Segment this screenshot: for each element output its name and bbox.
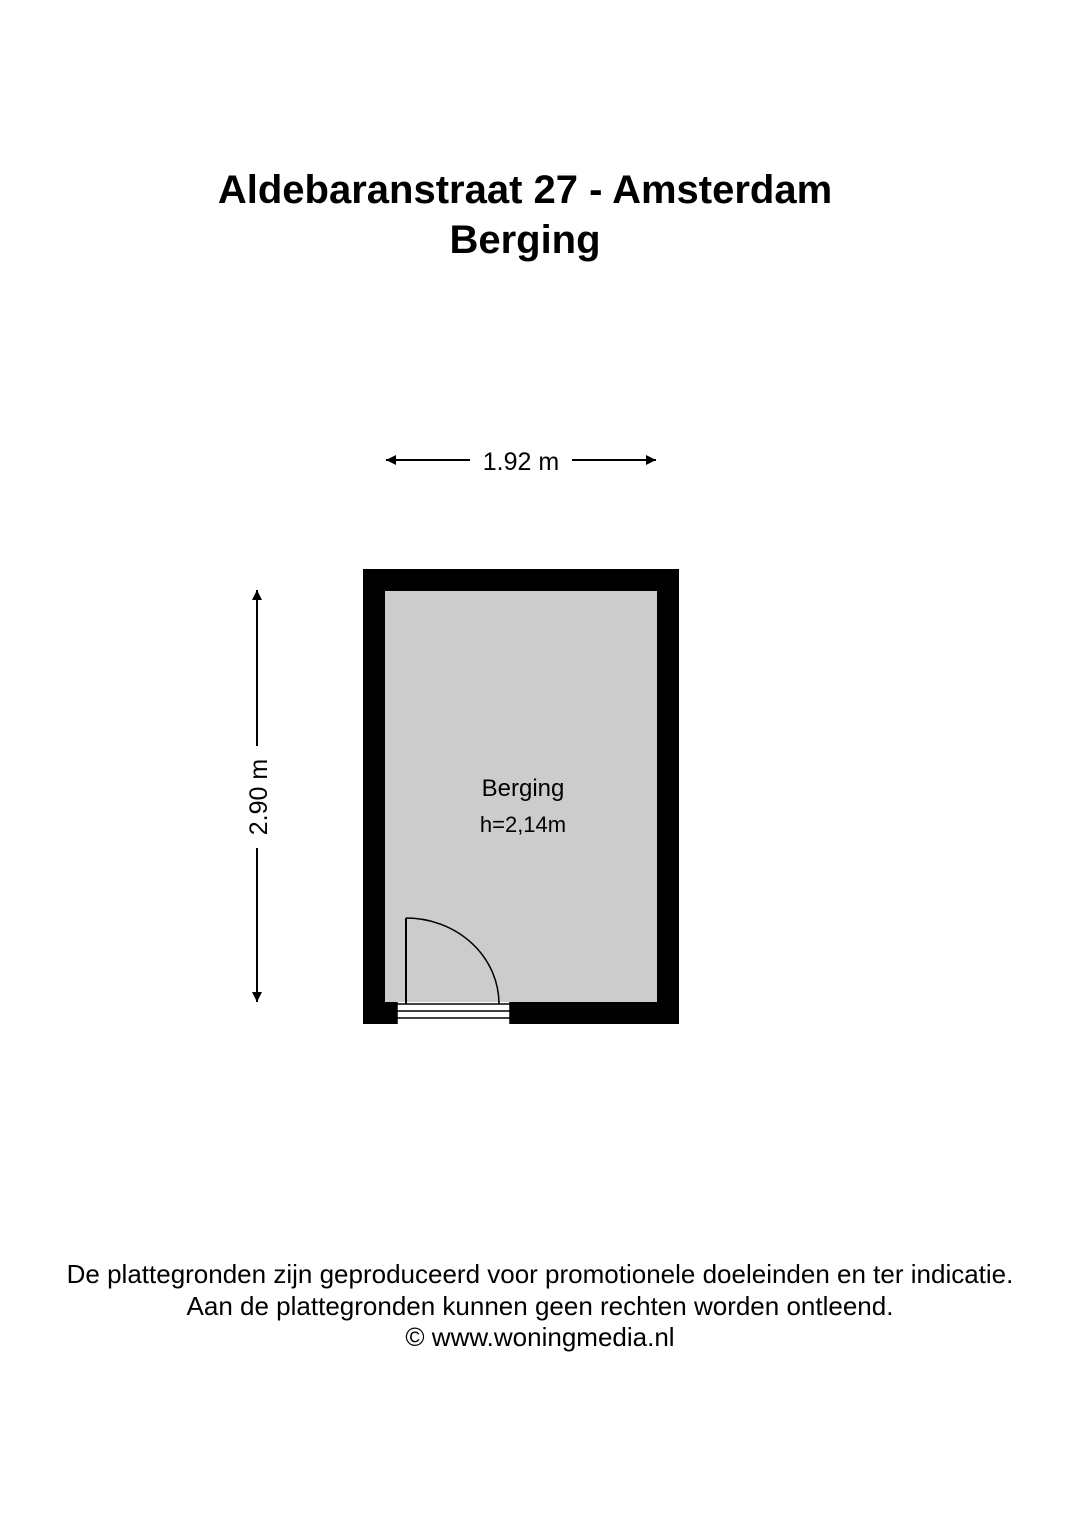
door-opening (397, 1002, 510, 1024)
copyright-line: © www.woningmedia.nl (405, 1322, 675, 1352)
height-dimension (245, 590, 273, 1002)
height-dimension-label: 2.90 m (245, 758, 273, 836)
disclaimer-line-2: Aan de plattegronden kunnen geen rechten worden ontleend. (186, 1291, 894, 1321)
room-name: Berging (481, 775, 565, 802)
width-dimension (386, 448, 656, 476)
page-subtitle: Berging (449, 218, 601, 262)
disclaimer-line-1: De plattegronden zijn geproduceerd voor promotionele doeleinden en ter indicatie. (66, 1259, 1014, 1289)
page-title: Aldebaranstraat 27 - Amsterdam (217, 168, 833, 212)
room-berging (363, 569, 679, 1024)
room-ceiling-height: h=2,14m (479, 812, 567, 837)
width-dimension-label: 1.92 m (482, 448, 560, 476)
